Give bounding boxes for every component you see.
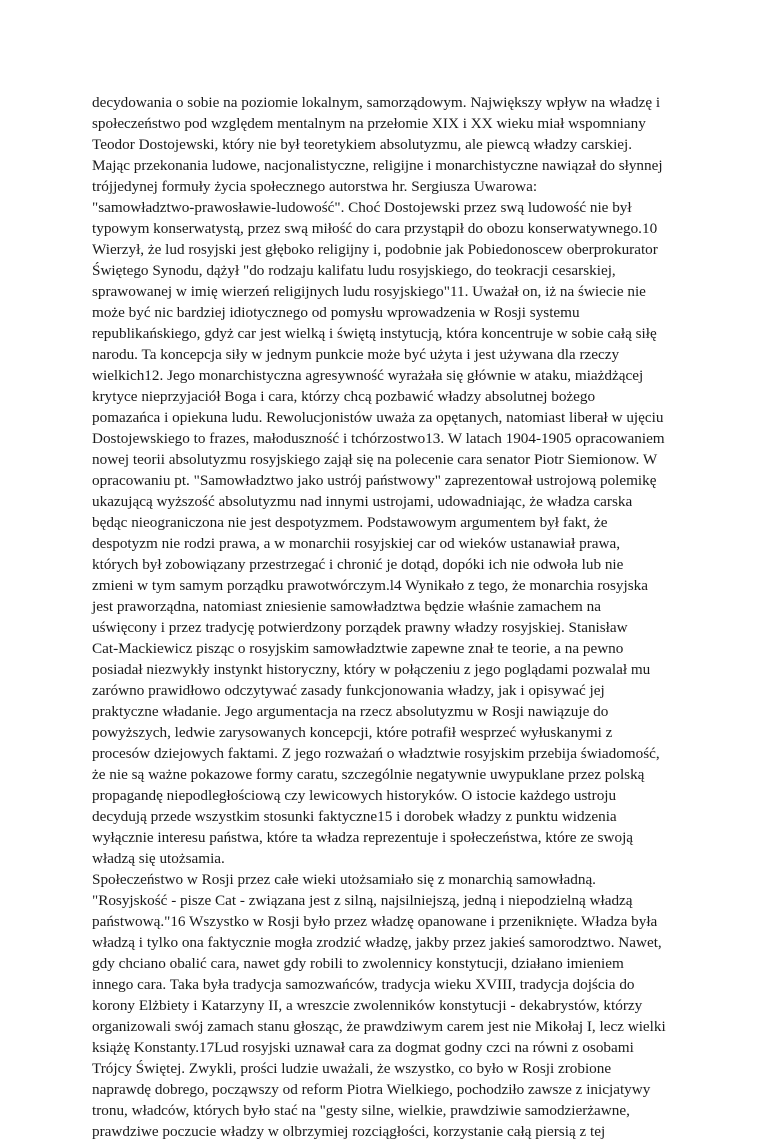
text-line: Mając przekonania ludowe, nacjonalistyczne, religijne i monarchistyczne nawiązał do słynnej [92, 157, 663, 174]
text-line: będąc nieograniczona nie jest despotyzmem. Podstawowym argumentem był fakt, że [92, 514, 608, 531]
text-line: naprawdę dobrego, począwszy od reform Piotra Wielkiego, pochodziło zawsze z inicjatywy [92, 1081, 651, 1098]
text-line: prawdziwe poczucie władzy w olbrzymiej rozciągłości, korzystanie całą piersią z tej [92, 1123, 606, 1140]
text-line: "samowładztwo-prawosławie-ludowość". Choć Dostojewski przez swą ludowość nie był [92, 199, 632, 216]
text-line: organizowali swój zamach stanu głosząc, że prawdziwym carem jest nie Mikołaj I, lecz wielki [92, 1018, 666, 1035]
text-line: Teodor Dostojewski, który nie był teoretykiem absolutyzmu, ale piewcą władzy carskiej. [92, 136, 633, 153]
text-line: państwową."16 Wszystko w Rosji było przez władzę opanowane i przeniknięte. Władza była [92, 913, 658, 930]
text-line: trójjedynej formuły życia społecznego autorstwa hr. Sergiusza Uwarowa: [92, 178, 538, 195]
text-line: Społeczeństwo w Rosji przez całe wieki utożsamiało się z monarchią samowładną. [92, 871, 596, 888]
text-line: pomazańca i opiekuna ludu. Rewolucjonistów uważa za opętanych, natomiast liberał w ujęciu [92, 409, 664, 426]
text-line: despotyzm nie rodzi prawa, a w monarchii rosyjskiej car od wieków ustanawiał prawa, [92, 535, 621, 552]
text-line: Trójcy Świętej. Zwykli, prości ludzie uważali, że wszystko, co było w Rosji zrobione [92, 1060, 612, 1077]
text-line: Cat-Mackiewicz pisząc o rosyjskim samowładztwie zapewne znał te teorie, a na pewno [92, 640, 624, 657]
text-line: tronu, władców, których było stać na "gesty silne, wielkie, prawdziwie samodzierżawne, [92, 1102, 630, 1119]
text-line: innego cara. Taka była tradycja samozwańców, tradycja wieku XVIII, tradycja dojścia do [92, 976, 635, 993]
text-line: że nie są ważne pokazowe formy caratu, szczególnie negatywnie uwypuklane przez polską [92, 766, 645, 783]
text-line: książę Konstanty.17Lud rosyjski uznawał cara za dogmat godny czci na równi z osobami [92, 1039, 634, 1056]
text-line: wielkich12. Jego monarchistyczna agresywność wyrażała się głównie w ataku, miażdżącej [92, 367, 644, 384]
text-line: społeczeństwo pod względem mentalnym na przełomie XIX i XX wieku miał wspomniany [92, 115, 646, 132]
text-line: procesów dziejowych faktami. Z jego rozważań o władztwie rosyjskim przebija świadomość, [92, 745, 660, 762]
text-line: wyłącznie interesu państwa, które ta władza reprezentuje i społeczeństwa, które ze swoją [92, 829, 634, 846]
document-page [92, 92, 692, 1142]
text-line: ukazującą wyższość absolutyzmu nad innymi ustrojami, udowadniając, że władza carska [92, 493, 633, 510]
text-line: których był zobowiązany przestrzegać i chronić je dotąd, dopóki ich nie odwoła lub nie [92, 556, 624, 573]
text-line: Świętego Synodu, dążył "do rodzaju kalifatu ludu rosyjskiego, do teokracji cesarskiej, [92, 262, 616, 279]
text-line: sprawowanej w imię wierzeń religijnych ludu rosyjskiego"11. Uważał on, iż na świecie nie [92, 283, 646, 300]
text-line: może być nic bardziej idiotycznego od pomysłu wprowadzenia w Rosji systemu [92, 304, 580, 321]
text-line: decydowania o sobie na poziomie lokalnym, samorządowym. Największy wpływ na władzę i [92, 94, 661, 111]
text-line: Wierzył, że lud rosyjski jest głęboko religijny i, podobnie jak Pobiedonoscew oberprokurator [92, 241, 658, 258]
text-line: korony Elżbiety i Katarzyny II, a wreszcie zwolenników konstytucji - dekabrystów, którzy [92, 997, 643, 1014]
text-line: "Rosyjskość - pisze Cat - związana jest z silną, najsilniejszą, jedną i niepodzielną władzą [92, 892, 633, 909]
text-line: typowym konserwatystą, przez swą miłość do cara przystąpił do obozu konserwatywnego.10 [92, 220, 658, 237]
text-line: narodu. Ta koncepcja siły w jednym punkcie może być użyta i jest używana dla rzeczy [92, 346, 620, 363]
text-line: nowej teorii absolutyzmu rosyjskiego zajął się na polecenie cara senator Piotr Siemionow. W [92, 451, 658, 468]
text-line: praktyczne władanie. Jego argumentacja na rzecz absolutyzmu w Rosji nawiązuje do [92, 703, 609, 720]
text-line: władzą się utożsamia. [92, 850, 225, 867]
text-line: republikańskiego, gdyż car jest wielką i świętą instytucją, która koncentruje w sobie całą siłę [92, 325, 657, 342]
text-line: zarówno prawidłowo odczytywać zasady funkcjonowania władzy, jak i opisywać jej [92, 682, 605, 699]
text-line: uświęcony i przez tradycję potwierdzony porządek prawny władzy rosyjskiej. Stanisław [92, 619, 628, 636]
text-line: władzą i tylko ona faktycznie mogła zrodzić władzę, jakby przez jakieś samorodztwo. Nawet, [92, 934, 662, 951]
text-line: opracowaniu pt. "Samowładztwo jako ustrój państwowy" zaprezentował ustrojową polemikę [92, 472, 657, 489]
text-line: powyższych, ledwie zarysowanych koncepcji, które potrafił wesprzeć wyłuskanymi z [92, 724, 613, 741]
text-line: krytyce nieprzyjaciół Boga i cara, którzy chcą pozbawić władzy absolutnej bożego [92, 388, 596, 405]
text-line: decydują przede wszystkim stosunki faktyczne15 i dorobek władzy z punktu widzenia [92, 808, 617, 825]
text-line: jest praworządna, natomiast zniesienie samowładztwa będzie właśnie zamachem na [92, 598, 601, 615]
text-line: posiadał niezwykły instynkt historyczny, który w połączeniu z jego poglądami pozwalał mu [92, 661, 651, 678]
text-line: zmieni w tym samym porządku prawotwórczym.l4 Wynikało z tego, że monarchia rosyjska [92, 577, 648, 594]
text-line: gdy chciano obalić cara, nawet gdy robili to zwolennicy konstytucji, działano imieniem [92, 955, 624, 972]
text-line: Dostojewskiego to frazes, małoduszność i tchórzostwo13. W latach 1904-1905 opracowaniem [92, 430, 665, 447]
text-line: propagandę niepodległościową czy lewicowych historyków. O istocie każdego ustroju [92, 787, 617, 804]
